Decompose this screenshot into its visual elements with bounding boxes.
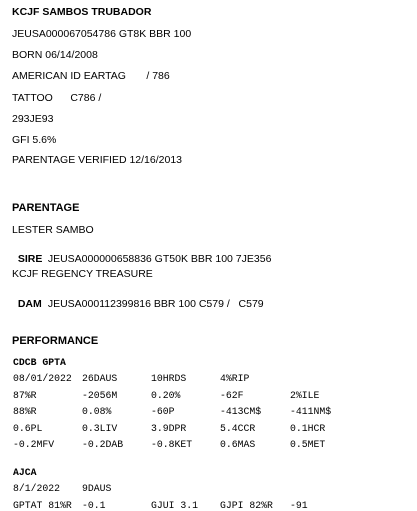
animal-name: KCJF SAMBOS TRUBADOR — [12, 6, 152, 18]
cdcb-cell: 2%ILE — [290, 389, 320, 401]
ajca-cell: GPTAT 81%R — [13, 499, 72, 511]
cdcb-cell: -0.2DAB — [82, 439, 124, 450]
sire-label: SIRE — [17, 253, 43, 265]
cdcb-cell: 26DAUS — [82, 373, 118, 384]
cdcb-cell: 4%RIP — [220, 373, 250, 384]
cdcb-cell: 0.08% — [82, 406, 112, 417]
cdcb-cell: 10HRDS — [151, 373, 187, 384]
sire-line — [12, 241, 271, 265]
dam-registration: JEUSA000112399816 BBR 100 C579 / C579 — [47, 298, 264, 310]
dam-name: KCJF REGENCY TREASURE — [12, 268, 153, 280]
cdcb-cell: -411NM$ — [290, 406, 332, 417]
ajca-cell: 9DAUS — [82, 483, 112, 494]
cdcb-cell: 0.5MET — [290, 439, 326, 450]
ajca-label: AJCA — [13, 467, 37, 478]
cdcb-cell: -2056M — [82, 389, 118, 401]
cdcb-cell: -413CM$ — [220, 406, 262, 417]
cdcb-cell: -62F — [220, 389, 244, 401]
cdcb-cell: 0.20% — [151, 389, 181, 401]
performance-heading: PERFORMANCE — [12, 335, 99, 347]
cdcb-cell: 0.3LIV — [82, 422, 118, 434]
cdcb-cell: -0.8KET — [151, 439, 193, 450]
cdcb-cell: 87%R — [13, 389, 37, 401]
ajca-cell: -0.1 — [82, 499, 106, 511]
cdcb-cell: 88%R — [13, 406, 37, 417]
sire-registration: JEUSA000000658836 GT50K BBR 100 7JE356 — [47, 253, 272, 265]
ajca-cell: GJUI 3.1 — [151, 499, 199, 511]
ajca-cell: 8/1/2022 — [13, 483, 61, 494]
eartag-line: AMERICAN ID EARTAG / 786 — [12, 70, 170, 82]
cdcb-cell: 08/01/2022 — [13, 373, 72, 384]
parentage-heading: PARENTAGE — [12, 202, 80, 214]
cdcb-label: CDCB GPTA — [13, 357, 66, 368]
cdcb-cell: 0.1HCR — [290, 422, 326, 434]
dam-line — [12, 286, 264, 310]
cdcb-cell: 0.6MAS — [220, 439, 256, 450]
gfi-line: GFI 5.6% — [12, 134, 57, 146]
alt-id-line: 293JE93 — [12, 113, 54, 125]
cdcb-cell: 0.6PL — [13, 422, 43, 434]
sire-name: LESTER SAMBO — [12, 224, 94, 236]
cdcb-cell: 3.9DPR — [151, 422, 187, 434]
cdcb-cell: -60P — [151, 406, 175, 417]
ajca-cell: -91 — [290, 499, 308, 511]
dam-label: DAM — [17, 298, 42, 310]
birth-date: BORN 06/14/2008 — [12, 49, 98, 61]
registration-line: JEUSA000067054786 GT8K BBR 100 — [12, 28, 192, 40]
cdcb-cell: 5.4CCR — [220, 422, 256, 434]
tattoo-line: TATTOO C786 / — [12, 92, 102, 104]
parentage-verified-line: PARENTAGE VERIFIED 12/16/2013 — [12, 154, 183, 166]
ajca-cell: GJPI 82%R — [220, 499, 273, 511]
cdcb-cell: -0.2MFV — [13, 439, 55, 450]
